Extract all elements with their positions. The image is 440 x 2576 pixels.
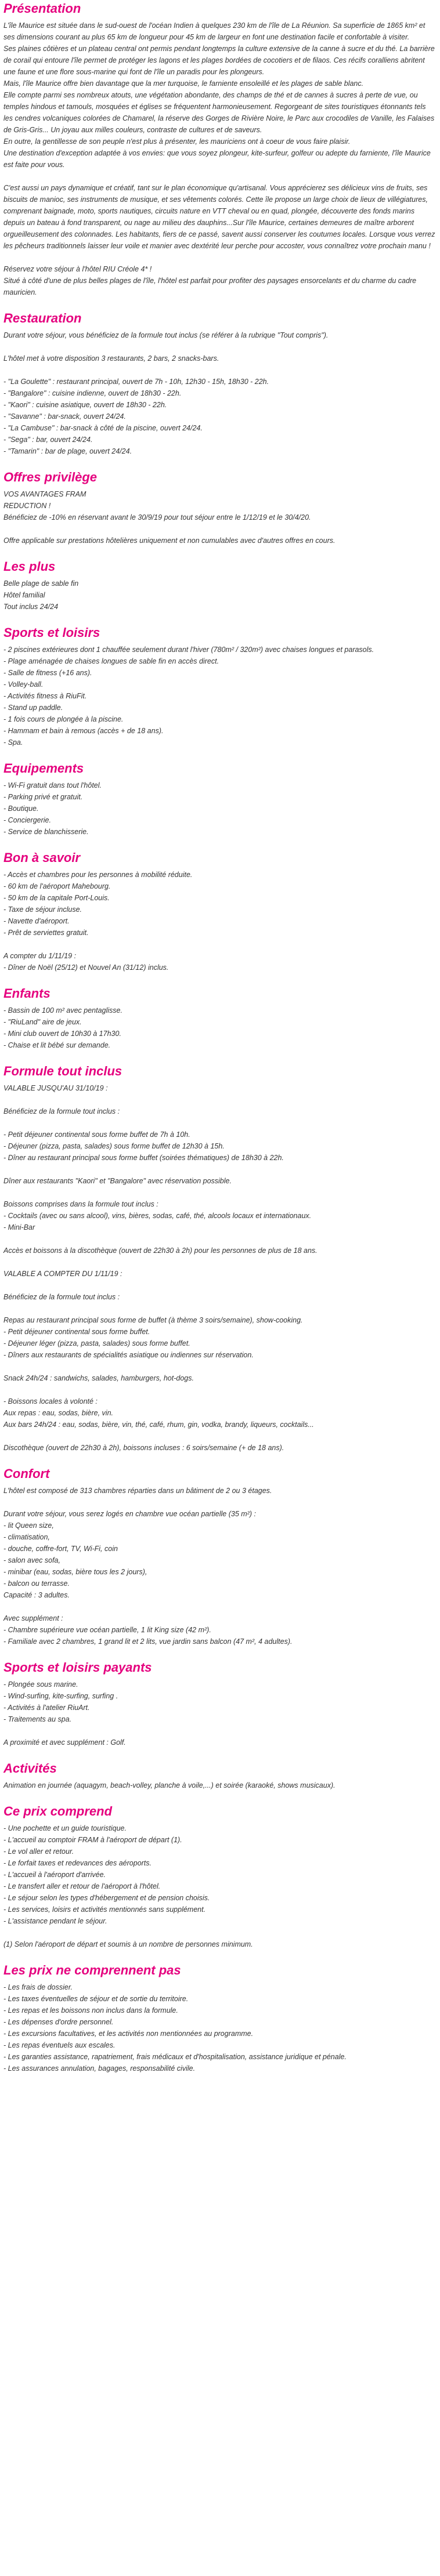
text-line: VOS AVANTAGES FRAM: [3, 490, 86, 498]
text-line: Réservez votre séjour à l'hôtel RIU Créole 4* !: [3, 265, 152, 273]
text-line: - balcon ou terrasse.: [3, 1579, 70, 1588]
text-line: - Les repas éventuels aux escales.: [3, 2041, 116, 2049]
text-line: L'île Maurice est située dans le sud-ouest de l'océan Indien à quelques 230 km de l'île de La Réunion. Sa superficie de 1865 km² et ses dimensions courant au plus 65 km de longueur pour 45 km de largeur en font une destination facile et confortable à visiter.: [3, 21, 425, 41]
text-line: Capacité : 3 adultes.: [3, 1591, 70, 1599]
section-presentation: [3, 1, 437, 298]
text-line: En outre, la gentillesse de son peuple n'est plus à présenter, les mauriciens ont à coeur de vous faire plaisir.: [3, 137, 351, 146]
text-line: - Les excursions facultatives, et les activités non mentionnées au programme.: [3, 2030, 254, 2038]
text-line: - Hammam et bain à remous (accès + de 18 ans).: [3, 727, 164, 735]
paragraph: [3, 1737, 437, 1748]
text-line: - Les services, loisirs et activités mentionnés sans supplément.: [3, 1905, 206, 1914]
text-line: Aux bars 24h/24 : eau, sodas, bière, vin, thé, café, rhum, gin, vodka, brandy, liqueurs, cocktails...: [3, 1421, 314, 1429]
section-title: Confort: [3, 1466, 50, 1481]
section-les-prix-ne-comprennent-pas: [3, 1963, 437, 2074]
text-line: - Taxe de séjour incluse.: [3, 905, 82, 914]
hotel-description-document: [3, 1, 437, 2074]
text-line: Offre applicable sur prestations hôtelières uniquement et non cumulables avec d'autres offres en cours.: [3, 537, 336, 545]
text-line: - Cocktails (avec ou sans alcool), vins, bières, sodas, café, thé, alcools locaux et internationaux.: [3, 1212, 312, 1220]
text-line: - L'assistance pendant le séjour.: [3, 1917, 107, 1925]
text-line: - Mini-Bar: [3, 1223, 35, 1231]
paragraph: [3, 950, 437, 973]
text-line: - Parking privé et gratuit.: [3, 793, 83, 801]
text-line: - "Sega" : bar, ouvert 24/24.: [3, 436, 93, 444]
text-line: - L'accueil à l'aéroport d'arrivée.: [3, 1871, 106, 1879]
paragraph: [3, 1823, 437, 1927]
section-confort: [3, 1466, 437, 1647]
text-line: - Accès et chambres pour les personnes à mobilité réduite.: [3, 871, 193, 879]
section-title: Enfants: [3, 986, 51, 1001]
paragraph: [3, 1939, 437, 1950]
section-title: Formule tout inclus: [3, 1064, 122, 1078]
text-line: - "Savanne" : bar-snack, ouvert 24/24.: [3, 412, 126, 421]
text-line: Discothèque (ouvert de 22h30 à 2h), boissons incluses : 6 soirs/semaine (+ de 18 ans).: [3, 1444, 284, 1452]
text-line: Tout inclus 24/24: [3, 603, 59, 611]
text-line: - Le transfert aller et retour de l'aéroport à l'hôtel.: [3, 1882, 161, 1890]
section-title: Equipements: [3, 761, 84, 776]
text-line: - Déjeuner (pizza, pasta, salades) sous forme buffet de 12h30 à 15h.: [3, 1142, 225, 1150]
section-sports-et-loisirs: [3, 625, 437, 748]
text-line: - Dîners aux restaurants de spécialités asiatique ou indiennes sur réservation.: [3, 1351, 254, 1359]
text-line: REDUCTION !: [3, 502, 51, 510]
text-line: - Les frais de dossier.: [3, 1983, 73, 1991]
text-line: L'hôtel est composé de 313 chambres réparties dans un bâtiment de 2 ou 3 étages.: [3, 1487, 272, 1495]
text-line: - Le forfait taxes et redevances des aéroports.: [3, 1859, 152, 1867]
text-line: - 2 piscines extérieures dont 1 chauffée seulement durant l'hiver (780m² / 320m²) avec chaises longues et parasols.: [3, 646, 374, 654]
text-line: - Le vol aller et retour.: [3, 1847, 74, 1856]
text-line: - lit Queen size,: [3, 1521, 54, 1530]
text-line: Dîner aux restaurants "Kaori" et "Bangalore" avec réservation possible.: [3, 1177, 232, 1185]
section-title: Activités: [3, 1761, 57, 1776]
paragraph: [3, 1082, 437, 1094]
section-ce-prix-comprend: [3, 1804, 437, 1950]
text-line: - Petit déjeuner continental sous forme buffet.: [3, 1328, 150, 1336]
text-line: Mais, l'île Maurice offre bien davantage que la mer turquoise, le farniente ensoleillé et les plages de sable blanc.: [3, 79, 364, 88]
text-line: - Les garanties assistance, rapatriement, frais médicaux et d'hospitalisation, assistance juridique et pénale.: [3, 2053, 347, 2061]
text-line: - Plongée sous marine.: [3, 1680, 78, 1689]
text-line: Boissons comprises dans la formule tout inclus :: [3, 1200, 158, 1208]
text-line: - Activités à l'atelier RiuArt.: [3, 1704, 90, 1712]
paragraph: [3, 182, 437, 252]
section-sports-et-loisirs-payants: [3, 1660, 437, 1748]
text-line: Aux repas : eau, sodas, bière, vin.: [3, 1409, 113, 1417]
text-line: - Les assurances annulation, bagages, responsabilité civile.: [3, 2064, 196, 2073]
text-line: Durant votre séjour, vous bénéficiez de la formule tout inclus (se référer à la rubrique "Tout compris").: [3, 331, 329, 339]
section-title: Ce prix comprend: [3, 1804, 113, 1818]
text-line: - "La Cambuse" : bar-snack à côté de la piscine, ouvert 24/24.: [3, 424, 203, 432]
text-line: - 1 fois cours de plongée à la piscine.: [3, 715, 124, 723]
paragraph: [3, 1268, 437, 1280]
text-line: (1) Selon l'aéroport de départ et soumis à un nombre de personnes minimum.: [3, 1940, 253, 1948]
paragraph: [3, 1372, 437, 1384]
text-line: - 50 km de la capitale Port-Louis.: [3, 894, 110, 902]
paragraph: [3, 1396, 437, 1430]
text-line: - Dîner de Noël (25/12) et Nouvel An (31/12) inclus.: [3, 963, 169, 972]
text-line: - "RiuLand" aire de jeux.: [3, 1018, 82, 1026]
paragraph: [3, 1613, 437, 1647]
text-line: - Salle de fitness (+16 ans).: [3, 669, 92, 677]
section-title: Offres privilège: [3, 470, 97, 484]
paragraph: [3, 1106, 437, 1117]
paragraph: [3, 353, 437, 364]
text-line: - Conciergerie.: [3, 816, 51, 824]
text-line: - Chambre supérieure vue océan partielle, 1 lit King size (42 m²).: [3, 1626, 211, 1634]
paragraph: [3, 1442, 437, 1454]
text-line: - Spa.: [3, 738, 23, 747]
text-line: - "Kaori" : cuisine asiatique, ouvert de 18h30 - 22h.: [3, 401, 167, 409]
text-line: Bénéficiez de la formule tout inclus :: [3, 1107, 120, 1115]
section-les-plus: [3, 559, 437, 613]
text-line: - Stand up paddle.: [3, 704, 63, 712]
section-title: Les prix ne comprennent pas: [3, 1963, 181, 1977]
text-line: - Les repas et les boissons non inclus dans la formule.: [3, 2006, 178, 2015]
text-line: Hôtel familial: [3, 591, 45, 599]
paragraph: [3, 376, 437, 457]
text-line: - salon avec sofa,: [3, 1556, 60, 1564]
paragraph: [3, 644, 437, 748]
paragraph: [3, 1314, 437, 1361]
paragraph: [3, 263, 437, 298]
text-line: Animation en journée (aquagym, beach-volley, planche à voile,...) et soirée (karaoké, shows musicaux).: [3, 1781, 336, 1789]
text-line: Belle plage de sable fin: [3, 579, 79, 588]
text-line: - Boutique.: [3, 805, 39, 813]
section-title: Bon à savoir: [3, 850, 81, 865]
paragraph: [3, 1485, 437, 1497]
paragraph: [3, 1780, 437, 1791]
text-line: C'est aussi un pays dynamique et créatif, tant sur le plan économique qu'artisanal. Vous apprécierez ses délicieux vins de fruits, ses biscuits de manioc, ses instruments de musique, et ses vêtements colorés. Cette île propose un large choix de lieux de villégiatures, comprenant baignade, moto, sports nautiques, circuits nature en VTT cheval ou en quad, plongée, découverte des fonds marins depuis un bateau à fond transparent, ou nage au milieu des dauphins...Sur l'île Maurice, certaines demeures de maître arborent orgueilleusement des colonnades. Les habitants, fiers de ce passé, savent aussi conserver les coutumes locales. Lorsque vous verrez les pêcheurs traditionnels laisser leur voile et manier avec dextérité leur perche pour accoster, vous connaîtrez votre prochain manu !: [3, 184, 435, 250]
paragraph: [3, 20, 437, 171]
text-line: - Bassin de 100 m² avec pentaglisse.: [3, 1006, 122, 1015]
text-line: - Petit déjeuner continental sous forme buffet de 7h à 10h.: [3, 1131, 190, 1139]
text-line: - 60 km de l'aéroport Mahebourg.: [3, 882, 111, 890]
text-line: - Familiale avec 2 chambres, 1 grand lit et 2 lits, vue jardin sans balcon (47 m², 4 adultes).: [3, 1637, 293, 1646]
text-line: Bénéficiez de -10% en réservant avant le 30/9/19 pour tout séjour entre le 1/12/19 et le 30/4/20.: [3, 513, 311, 521]
paragraph: [3, 1198, 437, 1233]
section-activites: [3, 1761, 437, 1791]
text-line: - Les taxes éventuelles de séjour et de sortie du territoire.: [3, 1995, 189, 2003]
text-line: - Mini club ouvert de 10h30 à 17h30.: [3, 1030, 121, 1038]
paragraph: [3, 1129, 437, 1164]
text-line: - Une pochette et un guide touristique.: [3, 1824, 127, 1832]
text-line: - Déjeuner léger (pizza, pasta, salades) sous forme buffet.: [3, 1339, 190, 1347]
section-title: Sports et loisirs: [3, 625, 100, 640]
text-line: Repas au restaurant principal sous forme de buffet (à thème 3 soirs/semaine), show-cooking.: [3, 1316, 303, 1324]
text-line: - climatisation,: [3, 1533, 50, 1541]
section-enfants: [3, 986, 437, 1051]
text-line: VALABLE A COMPTER DU 1/11/19 :: [3, 1270, 122, 1278]
text-line: - Wi-Fi gratuit dans tout l'hôtel.: [3, 781, 102, 789]
section-bon-a-savoir: [3, 850, 437, 973]
section-title: Présentation: [3, 1, 81, 16]
text-line: - Dîner au restaurant principal sous forme buffet (soirées thématiques) de 18h30 à 22h.: [3, 1154, 284, 1162]
text-line: - minibar (eau, sodas, bière tous les 2 jours),: [3, 1568, 147, 1576]
text-line: - "Bangalore" : cuisine indienne, ouvert de 18h30 - 22h.: [3, 389, 182, 397]
paragraph: [3, 488, 437, 523]
text-line: - L'accueil au comptoir FRAM à l'aéroport de départ (1).: [3, 1836, 182, 1844]
text-line: - Service de blanchisserie.: [3, 828, 89, 836]
text-line: VALABLE JUSQU'AU 31/10/19 :: [3, 1084, 108, 1092]
section-formule-tout-inclus: [3, 1064, 437, 1454]
section-offres-privilege: [3, 470, 437, 546]
text-line: - Chaise et lit bébé sur demande.: [3, 1041, 111, 1049]
paragraph: [3, 329, 437, 341]
text-line: Bénéficiez de la formule tout inclus :: [3, 1293, 120, 1301]
text-line: A proximité et avec supplément : Golf.: [3, 1738, 126, 1747]
text-line: L'hôtel met à votre disposition 3 restaurants, 2 bars, 2 snacks-bars.: [3, 354, 219, 363]
text-line: - douche, coffre-fort, TV, Wi-Fi, coin: [3, 1545, 118, 1553]
paragraph: [3, 1981, 437, 2074]
text-line: - Wind-surfing, kite-surfing, surfing .: [3, 1692, 118, 1700]
text-line: - "La Goulette" : restaurant principal, ouvert de 7h - 10h, 12h30 - 15h, 18h30 - 22h.: [3, 378, 269, 386]
text-line: Snack 24h/24 : sandwichs, salades, hamburgers, hot-dogs.: [3, 1374, 194, 1382]
text-line: A compter du 1/11/19 :: [3, 952, 77, 960]
text-line: - Traitements au spa.: [3, 1715, 72, 1723]
text-line: - "Tamarin" : bar de plage, ouvert 24/24.: [3, 447, 132, 455]
section-restauration: [3, 311, 437, 457]
paragraph: [3, 578, 437, 613]
text-line: Avec supplément :: [3, 1614, 63, 1622]
paragraph: [3, 869, 437, 939]
text-line: - Les dépenses d'ordre personnel.: [3, 2018, 114, 2026]
text-line: Ses plaines côtières et un plateau central ont permis pendant longtemps la culture extensive de la canne à sucre et du thé. La barrière de corail qui entoure l'île permet de protéger les lagons et les plages bordées de cocotiers et de filaos. Ces récifs coralliens abritent une faune et une flore sous-marine qui font de l'île un paradis pour les plongeurs.: [3, 45, 435, 76]
section-title: Restauration: [3, 311, 82, 325]
paragraph: [3, 1245, 437, 1256]
paragraph: [3, 1291, 437, 1303]
section-equipements: [3, 761, 437, 838]
text-line: Elle compte parmi ses nombreux atouts, une végétation abondante, des champs de thé et de cannes à sucres à perte de vue, ou temples hindous et tamouls, mosquées et églises se fréquentent harmonieusement. Regorgeant de sites touristiques étonnants tels les cendres volcaniques colorées de Chamarel, la réserve des Gorges de Rivière Noire, le Parc aux crocodiles de Vanille, les Falaises de Gris-Gris... Un joyau aux milles couleurs, contraste de cultures et de saveurs.: [3, 91, 435, 134]
text-line: Accès et boissons à la discothèque (ouvert de 22h30 à 2h) pour les personnes de plus de 18 ans.: [3, 1247, 318, 1255]
paragraph: [3, 535, 437, 546]
text-line: - Navette d'aéroport.: [3, 917, 70, 925]
section-title: Les plus: [3, 559, 56, 574]
paragraph: [3, 1679, 437, 1725]
paragraph: [3, 1005, 437, 1051]
section-title: Sports et loisirs payants: [3, 1660, 152, 1675]
text-line: - Volley-ball.: [3, 680, 44, 689]
text-line: Situé à côté d'une de plus belles plages de l'île, l'hôtel est parfait pour profiter des paysages ensorcelants et du charme du cadre mauricien.: [3, 277, 417, 296]
text-line: - Plage aménagée de chaises longues de sable fin en accès direct.: [3, 657, 219, 665]
paragraph: [3, 1175, 437, 1187]
paragraph: [3, 780, 437, 838]
text-line: - Boissons locales à volonté :: [3, 1397, 98, 1405]
paragraph: [3, 1508, 437, 1601]
text-line: - Activités fitness à RiuFit.: [3, 692, 87, 700]
text-line: - Prêt de serviettes gratuit.: [3, 929, 89, 937]
text-line: Une destination d'exception adaptée à vos envies: que vous soyez plongeur, kite-surfeur, golfeur ou adepte du farniente, l'île Maurice est faite pour vous.: [3, 149, 431, 169]
text-line: - Le séjour selon les types d'hébergement et de pension choisis.: [3, 1894, 210, 1902]
text-line: Durant votre séjour, vous serez logés en chambre vue océan partielle (35 m²) :: [3, 1510, 256, 1518]
